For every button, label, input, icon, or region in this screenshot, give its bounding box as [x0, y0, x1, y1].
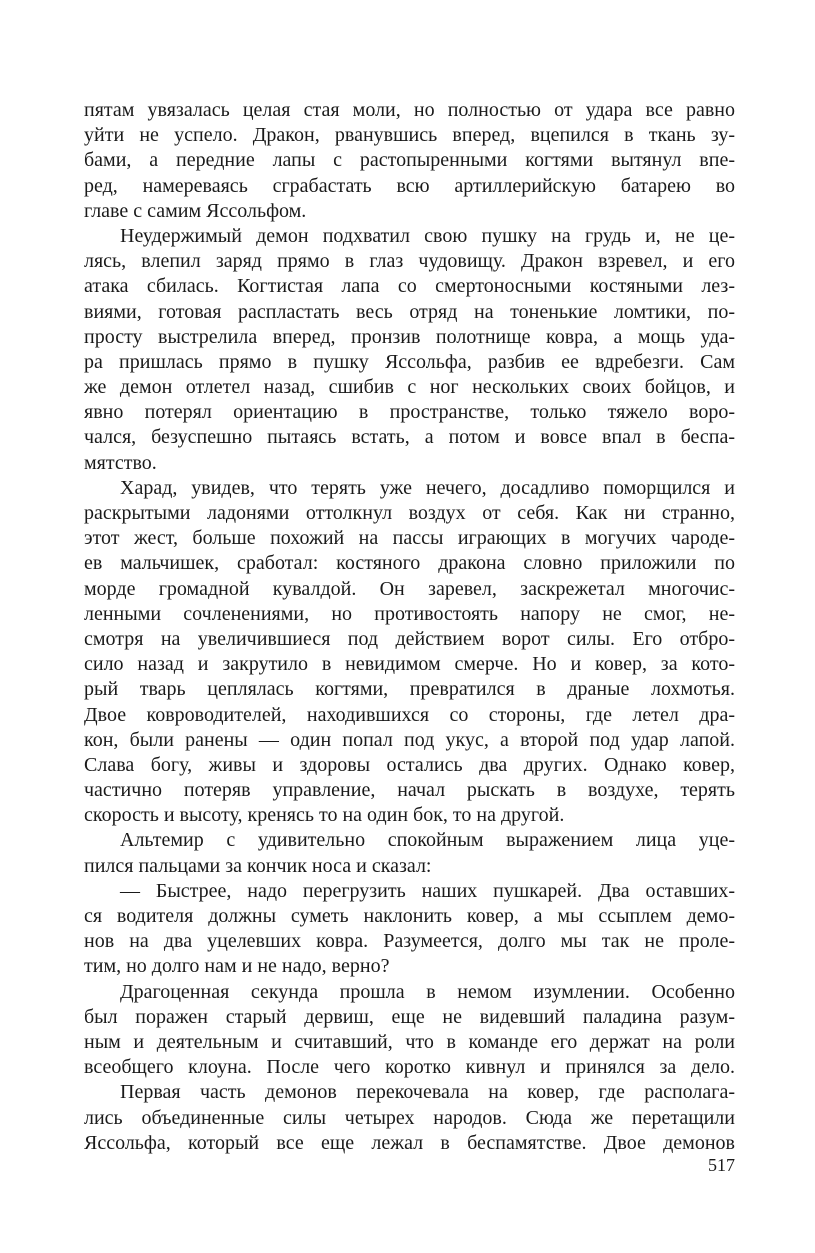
- text-line: же демон отлетел назад, сшибив с ног нескольких своих бойцов, и: [84, 376, 735, 399]
- text-line: рый тварь цеплялась когтями, превратился в драные лохмотья.: [84, 678, 735, 701]
- text-line: тим, но долго нам и не надо, верно?: [84, 955, 390, 978]
- text-line: главе с самим Яссольфом.: [84, 199, 307, 222]
- text-line: этот жест, больше похожий на пассы играющих в могучих чароде-: [84, 527, 735, 550]
- text-line: частично потеряв управление, начал рыскать в воздухе, терять: [84, 779, 735, 802]
- text-line: бами, а передние лапы с растопыренными когтями вытянул впе-: [84, 149, 735, 172]
- text-line: ев мальчишек, сработал: костяного дракона словно приложили по: [84, 552, 735, 575]
- text-line: просту выстрелила вперед, пронзив полотнище ковра, а мощь уда-: [84, 325, 735, 348]
- text-line: лясь, влепил заряд прямо в глаз чудовищу. Дракон взревел, и его: [84, 250, 735, 273]
- text-line: кон, были ранены — один попал под укус, а второй под удар лапой.: [84, 728, 735, 751]
- text-line: всеобщего клоуна. После чего коротко кивнул и принялся за дело.: [84, 1056, 735, 1079]
- text-line: морде громадной кувалдой. Он заревел, заскрежетал многочис-: [84, 577, 735, 600]
- text-line: Первая часть демонов перекочевала на ковер, где располага-: [120, 1081, 735, 1104]
- text-line: лись объединенные силы четырех народов. Сюда же перетащили: [84, 1106, 735, 1129]
- text-line: уйти не успело. Дракон, рванувшись вперед, вцепился в ткань зу-: [84, 124, 735, 147]
- text-line: Яссольфа, который все еще лежал в беспамятстве. Двое демонов: [84, 1131, 735, 1154]
- text-line: сило назад и закрутило в невидимом смерче. Но и ковер, за кото-: [84, 653, 735, 676]
- page-number: 517: [708, 1155, 735, 1175]
- text-line: скорость и высоту, кренясь то на один бок, то на другой.: [84, 804, 565, 827]
- body-text: [84, 98, 735, 1156]
- text-line: Драгоценная секунда прошла в немом изумлении. Особенно: [120, 980, 735, 1003]
- text-line: виями, готовая распластать весь отряд на тоненькие ломтики, по-: [84, 300, 735, 323]
- text-line: ра пришлась прямо в пушку Яссольфа, разбив ее вдребезги. Сам: [84, 350, 735, 373]
- text-line: явно потерял ориентацию в пространстве, только тяжело воро-: [84, 401, 735, 424]
- text-line: был поражен старый дервиш, еще не видевший паладина разум-: [84, 1005, 735, 1028]
- text-line: ся водителя должны суметь наклонить ковер, а мы ссыплем демо-: [84, 905, 735, 927]
- text-line: Альтемир с удивительно спокойным выражением лица уце-: [120, 829, 735, 852]
- text-line: мятство.: [84, 451, 157, 474]
- text-line: Харад, увидев, что терять уже нечего, досадливо поморщился и: [120, 476, 735, 499]
- text-line: Неудержимый демон подхватил свою пушку на грудь и, не це-: [120, 224, 735, 247]
- text-line: — Быстрее, надо перегрузить наших пушкарей. Два оставших-: [120, 879, 735, 902]
- text-line: пятам увязалась целая стая моли, но полностью от удара все равно: [84, 99, 735, 121]
- text-line: атака сбилась. Когтистая лапа со смертоносными костяными лез-: [84, 275, 735, 298]
- text-line: чался, безуспешно пытаясь встать, а потом и вовсе впал в беспа-: [84, 426, 735, 449]
- text-line: Двое ковроводителей, находившихся со стороны, где летел дра-: [84, 703, 735, 726]
- text-line: ред, намереваясь сграбастать всю артиллерийскую батарею во: [84, 174, 735, 197]
- text-line: пился пальцами за кончик носа и сказал:: [84, 854, 432, 877]
- text-line: ным и деятельным и считавший, что в команде его держат на роли: [84, 1030, 735, 1053]
- text-line: ленными сочленениями, но противостоять напору не смог, не-: [84, 602, 735, 625]
- text-line: Слава богу, живы и здоровы остались два других. Однако ковер,: [84, 753, 735, 776]
- text-line: смотря на увеличившиеся под действием ворот силы. Его отбро-: [84, 627, 735, 650]
- text-line: раскрытыми ладонями оттолкнул воздух от себя. Как ни странно,: [84, 502, 735, 524]
- text-line: нов на два уцелевших ковра. Разумеется, долго мы так не проле-: [84, 930, 735, 953]
